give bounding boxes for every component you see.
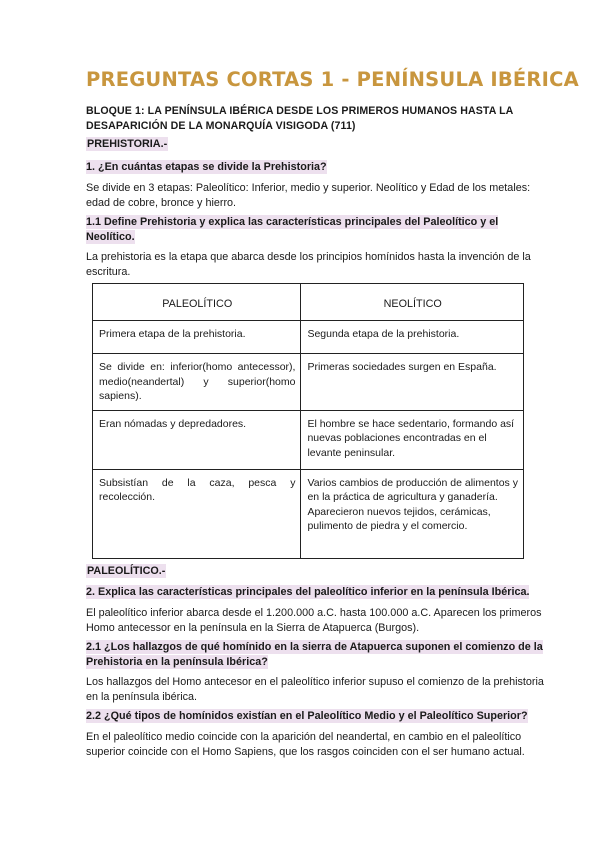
answer-2-1: Los hallazgos del Homo antecesor en el paleolítico inferior supuso el comienzo de la prehistoria en la península ibérica. (86, 676, 544, 703)
question-2-2: 2.2 ¿Qué tipos de homínidos existían en el Paleolítico Medio y el Paleolítico Superior? (86, 710, 528, 722)
question-1: 1. ¿En cuántas etapas se divide la Prehistoria? (86, 161, 327, 173)
table-header: PALEOLÍTICO (93, 284, 301, 321)
table-cell: Subsistían de la caza, pesca y recolección. (93, 469, 301, 558)
table-header: NEOLÍTICO (301, 284, 524, 321)
comparison-table (92, 283, 524, 559)
table-header-row (93, 284, 524, 321)
table-cell: Primera etapa de la prehistoria. (93, 321, 301, 354)
table-cell: El hombre se hace sedentario, formando así nuevas poblaciones encontradas en el levante peninsular. (301, 410, 524, 469)
table-row (93, 410, 524, 469)
section-prehistoria: PREHISTORIA.- (87, 138, 168, 150)
table-row (93, 354, 524, 411)
answer-1: Se divide en 3 etapas: Paleolítico: Inferior, medio y superior. Neolítico y Edad de los metales: edad de cobre, bronce y hierro. (86, 182, 531, 209)
question-2: 2. Explica las características principales del paleolítico inferior en la península Ibérica. (86, 586, 530, 598)
table-cell: Varios cambios de producción de alimentos y en la práctica de agricultura y ganadería. Aparecieron nuevos tejidos, cerámicas, pulimento de piedra y el comercio. (301, 469, 524, 558)
table-row (93, 321, 524, 354)
table-row (93, 469, 524, 558)
answer-2-2: En el paleolítico medio coincide con la aparición del neandertal, en cambio en el paleolítico superior coincide con el Homo Sapiens, que los rasgos coinciden con el ser humano actual. (86, 731, 525, 758)
question-2-1: 2.1 ¿Los hallazgos de qué homínido en la sierra de Atapuerca suponen el comienzo de la Prehistoria en la península Ibérica? (86, 641, 543, 668)
page-title: PREGUNTAS CORTAS 1 - PENÍNSULA IBÉRICA (86, 68, 579, 91)
table-cell: Se divide en: inferior(homo antecessor), medio(neandertal) y superior(homo sapiens). (93, 354, 301, 411)
answer-1-1: La prehistoria es la etapa que abarca desde los principios homínidos hasta la invención de la escritura. (86, 251, 531, 278)
section-paleolitico: PALEOLÍTICO.- (87, 565, 166, 577)
table-cell: Eran nómadas y depredadores. (93, 410, 301, 469)
question-1-1: 1.1 Define Prehistoria y explica las características principales del Paleolítico y el Neolítico. (86, 216, 499, 243)
table-cell: Segunda etapa de la prehistoria. (301, 321, 524, 354)
bloque-heading: BLOQUE 1: LA PENÍNSULA IBÉRICA DESDE LOS PRIMEROS HUMANOS HASTA LA DESAPARICIÓN DE LA MONARQUÍA VISIGODA (711) (86, 105, 514, 132)
table-cell: Primeras sociedades surgen en España. (301, 354, 524, 411)
answer-2: El paleolítico inferior abarca desde el 1.200.000 a.C. hasta 100.000 a.C. Aparecen los primeros Homo antecessor en la península en la Sierra de Atapuerca (Burgos). (86, 607, 542, 634)
